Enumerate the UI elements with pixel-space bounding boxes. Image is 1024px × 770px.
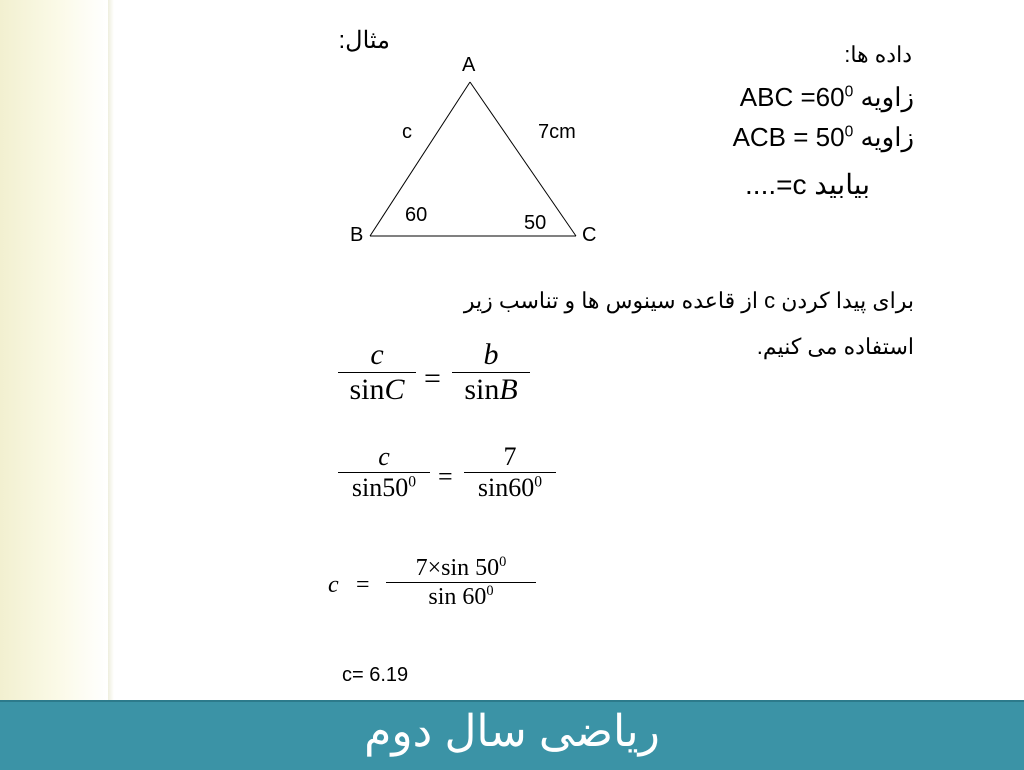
formula2-equals: =	[438, 462, 453, 491]
formula2-right-fraction	[464, 442, 556, 503]
side-c-label: c	[402, 121, 412, 143]
formula3-fraction	[386, 554, 536, 611]
left-decorative-band	[0, 0, 108, 700]
angle-b-label: 60	[405, 204, 428, 226]
formula2-right-numerator: 7	[503, 442, 517, 471]
formula3-numerator: 7×sin $50^0$	[415, 554, 507, 581]
explanation-line-1: برای پیدا کردن c از قاعده سینوس ها و تناسب زیر	[463, 288, 914, 313]
footer-title: ریاضی سال دوم	[364, 707, 660, 756]
given-heading: داده ها:	[844, 42, 912, 67]
formula1-left-fraction	[338, 338, 416, 407]
footer-bar	[0, 700, 1024, 770]
given-line-acb-sup: 0	[844, 123, 854, 141]
given-line-abc-text: زاویه ABC =60	[739, 82, 914, 112]
side-ac	[470, 82, 576, 236]
formula1-left-numerator: c	[370, 338, 384, 371]
formula1-left-denominator: sinC	[349, 373, 405, 406]
formula3-denominator: $\sin 60^0$	[428, 583, 494, 610]
formula1-right-denominator: sinB	[464, 373, 518, 406]
formula3-equals: =	[356, 572, 370, 598]
formula1-right-numerator: b	[483, 338, 499, 371]
angle-c-label: 50	[524, 212, 547, 234]
given-find: بیابید c=....	[745, 169, 870, 200]
left-band-edge	[108, 0, 114, 700]
vertex-a-label: A	[462, 54, 476, 76]
given-line-abc	[740, 82, 914, 113]
formula3-lhs: c	[328, 572, 339, 598]
formula1-right-fraction	[452, 338, 530, 407]
example-label: مثال:	[338, 27, 390, 54]
vertex-b-label: B	[350, 224, 364, 246]
formula2-right-denominator: $\sin 60^0$	[477, 473, 543, 502]
formula1-equals: =	[424, 362, 441, 395]
result-text: c= 6.19	[342, 664, 409, 686]
given-line-acb-text: زاویه ACB = 50	[732, 122, 914, 152]
formula2-left-numerator: c	[378, 442, 390, 471]
vertex-c-label: C	[582, 224, 597, 246]
formula2-left-fraction	[338, 442, 430, 503]
explanation-line-2: استفاده می کنیم.	[756, 334, 914, 359]
given-line-acb	[733, 122, 914, 153]
side-b-label: 7cm	[538, 121, 576, 143]
given-line-abc-sup: 0	[844, 83, 854, 101]
formula2-left-denominator: $\sin 50^0$	[351, 473, 417, 502]
